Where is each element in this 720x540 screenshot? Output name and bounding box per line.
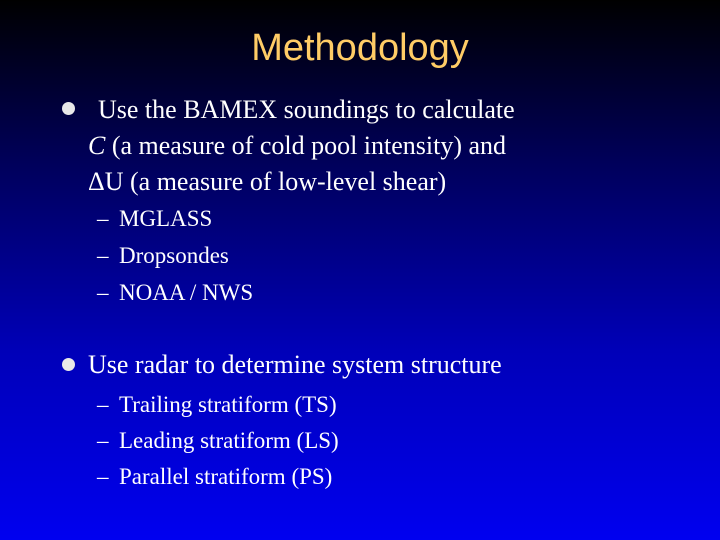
variable-c: C: [88, 131, 106, 160]
bullet-1-text-1: Use the BAMEX soundings to calculate: [98, 95, 515, 124]
bullet-dot-icon: [62, 102, 75, 115]
sub-item: [97, 390, 337, 420]
sub-item-label: Leading stratiform (LS): [119, 428, 339, 453]
sub-item: [97, 426, 339, 456]
delta-symbol: Δ: [88, 167, 105, 196]
bullet-1-text-3: [88, 164, 446, 200]
bullet-2-text-1: Use radar to determine system structure: [88, 350, 502, 379]
sub-item-label: Parallel stratiform (PS): [119, 464, 333, 489]
dash-icon: –: [97, 428, 109, 453]
sub-item: [97, 241, 229, 271]
bullet-1-text-2-rest: (a measure of cold pool intensity) and: [105, 131, 507, 160]
dash-icon: –: [97, 392, 109, 417]
bullet-1-text-3-rest: U (a measure of low-level shear): [104, 167, 447, 196]
bullet-dot-icon: [62, 358, 75, 371]
sub-item: [97, 204, 212, 234]
sub-item: [97, 278, 253, 308]
dash-icon: –: [97, 464, 109, 489]
sub-item: [97, 462, 332, 492]
dash-icon: –: [97, 280, 109, 305]
sub-item-label: NOAA / NWS: [119, 280, 254, 305]
sub-item-label: MGLASS: [119, 206, 213, 231]
slide-title: Methodology: [251, 27, 469, 69]
sub-item-label: Trailing stratiform (TS): [119, 392, 337, 417]
dash-icon: –: [97, 243, 109, 268]
dash-icon: –: [97, 206, 109, 231]
bullet-1-text-2: [88, 128, 506, 164]
sub-item-label: Dropsondes: [119, 243, 229, 268]
